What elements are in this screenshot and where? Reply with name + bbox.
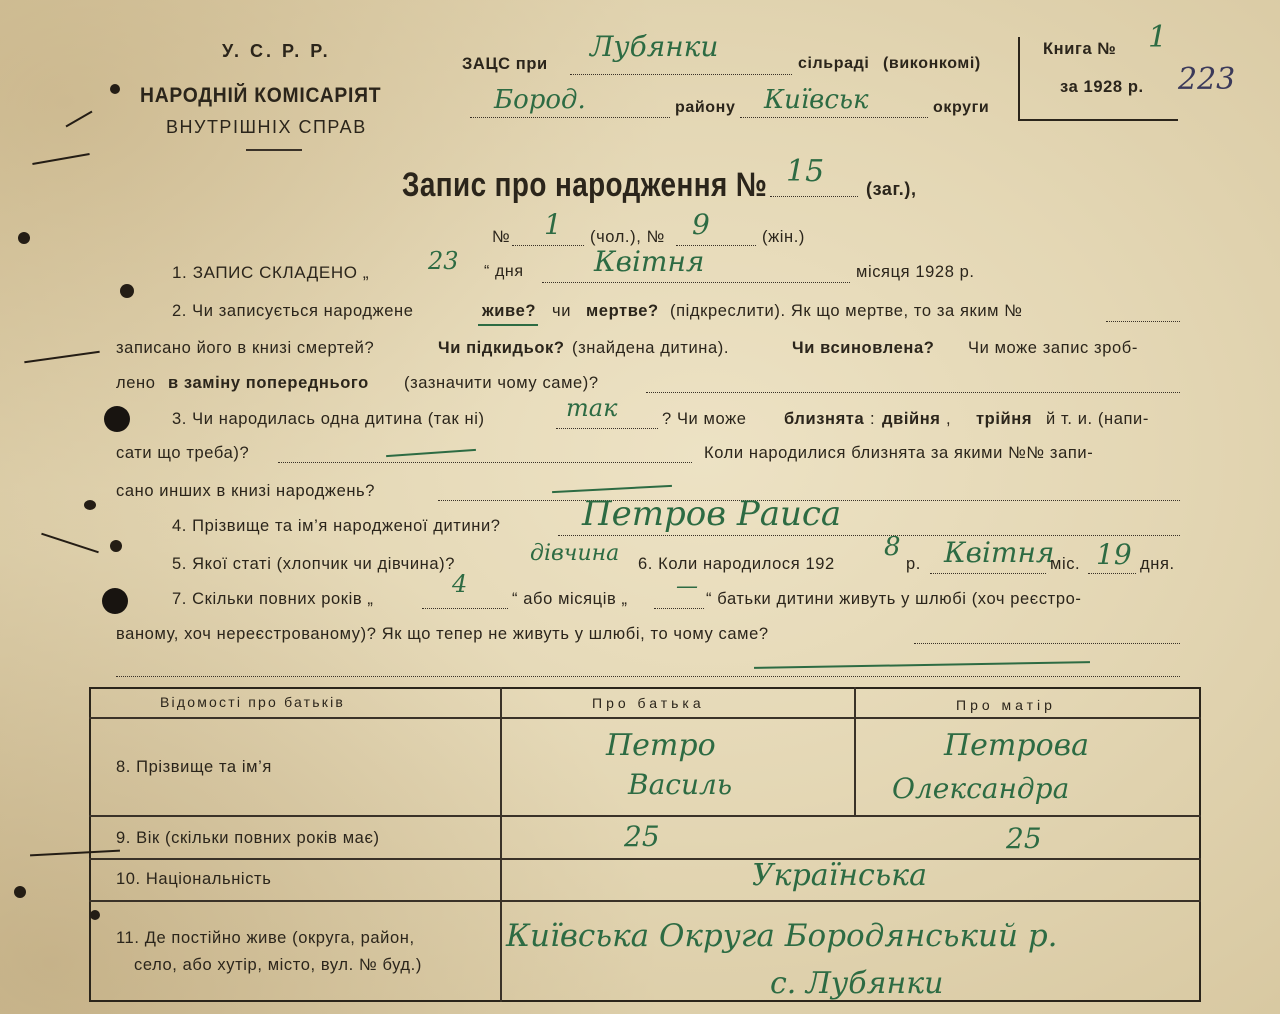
item2-line3-a: лено: [116, 374, 156, 392]
margin-scratch: [32, 153, 89, 165]
item3-line3: сано инших в книзі народжень?: [116, 482, 376, 500]
item2-line3-b: (зазначити чому саме)?: [404, 374, 599, 392]
republic-label: У. С. Р. Р.: [222, 41, 331, 61]
residence-handwritten: Київська Округа Бородянський р.: [506, 918, 1058, 954]
item4-line: [558, 535, 1180, 536]
zags-village-handwritten: Лубянки: [590, 30, 719, 63]
item7-years-line: [422, 608, 508, 609]
item6-day-handwritten: 19: [1096, 538, 1132, 571]
father-patronym-handwritten: Василь: [628, 768, 733, 801]
item3-double: двійня: [882, 410, 941, 428]
father-first-name-handwritten: Петро: [606, 728, 716, 763]
residence-village-handwritten: с. Лубянки: [770, 966, 944, 1001]
commissariat-label: НАРОДНІЙ КОМІСАРІЯТ: [140, 84, 382, 107]
item3-dash-handwritten: [386, 449, 476, 457]
item3-value-line: [556, 428, 658, 429]
row-age-label: 9. Вік (скільки повних років має): [116, 829, 380, 847]
item6-text-a: 6. Коли народилося 192: [638, 555, 835, 573]
item4-text: 4. Прізвище та ім’я народженої дитини?: [172, 517, 501, 535]
item3-value-handwritten: так: [566, 394, 618, 422]
table-header-border: [89, 717, 1201, 719]
item6-month-line: [930, 573, 1046, 574]
item2-foundling: Чи підкидьок?: [438, 339, 565, 357]
row-name-label: 8. Прізвище та ім’я: [116, 758, 272, 776]
item7-months-handwritten: —: [676, 574, 698, 599]
table-col-mother: Про матір: [956, 697, 1056, 713]
record-suffix: (заг.),: [866, 179, 917, 199]
item2-line2-c: Чи може запис зроб-: [968, 339, 1138, 357]
punch-hole: [120, 284, 134, 298]
item3-comma: ,: [946, 410, 952, 428]
item3-twins-line: [278, 462, 692, 463]
item2-replace: в заміну попереднього: [168, 374, 369, 392]
nationality-handwritten: Українська: [752, 858, 927, 893]
punch-hole: [84, 500, 96, 510]
zags-village-line: [570, 74, 792, 75]
ministry-label: ВНУТРІШНІХ СПРАВ: [166, 117, 367, 137]
book-year-label: за 1928 р.: [1060, 78, 1144, 96]
margin-scratch: [66, 111, 93, 128]
item2-alive-underline: [478, 324, 538, 326]
item6-year-handwritten: 8: [884, 532, 901, 562]
item7-extra-line: [116, 676, 1180, 677]
punch-hole: [104, 406, 130, 432]
table-row-border-2: [89, 858, 1201, 860]
item6-text-b: р.: [906, 555, 921, 573]
item3-triple: трійня: [976, 410, 1033, 428]
male-number-handwritten: 1: [544, 208, 562, 241]
village-council-label: сільраді: [798, 55, 870, 72]
item2-text-b: чи: [552, 302, 572, 320]
table-col-border-1: [500, 687, 502, 1002]
item2-adopted: Чи всиновлена?: [792, 339, 935, 357]
item2-line2-a: записано його в книзі смертей?: [116, 339, 375, 357]
male-number-suffix: (чол.), №: [590, 228, 665, 246]
punch-hole: [18, 232, 30, 244]
male-number-line: [512, 245, 584, 246]
item3-text-c: й т. и. (напи-: [1046, 410, 1149, 428]
book-page-handwritten: 223: [1178, 62, 1236, 97]
item6-month-handwritten: Квітня: [944, 536, 1055, 569]
item6-text-d: дня.: [1140, 555, 1175, 573]
item2-line2-b: (знайдена дитина).: [572, 339, 730, 357]
district-label: району: [675, 99, 736, 116]
table-col-father: Про батька: [592, 695, 705, 711]
item1-month-handwritten: Квітня: [594, 245, 705, 278]
table-col-info: Відомості про батьків: [160, 694, 346, 710]
female-number-handwritten: 9: [692, 208, 710, 241]
okrug-line: [740, 117, 928, 118]
punch-hole: [90, 910, 100, 920]
book-number-handwritten: 1: [1148, 20, 1168, 55]
item1-text-a: 1. ЗАПИС СКЛАДЕНО „: [172, 263, 370, 282]
item5-text: 5. Якої статі (хлопчик чи дівчина)?: [172, 555, 456, 573]
punch-hole: [14, 886, 26, 898]
item2-number-line: [1106, 321, 1180, 322]
item6-text-c: міс.: [1050, 555, 1081, 573]
item3-line2-a: сати що треба)?: [116, 444, 250, 462]
item1-day-handwritten: 23: [428, 247, 459, 275]
punch-hole: [102, 588, 128, 614]
item1-text-c: місяця 1928 р.: [856, 263, 975, 281]
mother-surname-handwritten: Петрова: [944, 728, 1089, 763]
item3-numbers-dash: [552, 485, 672, 493]
row-residence-label-1: 11. Де постійно живе (округа, район,: [116, 929, 415, 947]
margin-scratch: [41, 533, 99, 553]
punch-hole: [110, 540, 122, 552]
item2-reason-line: [646, 392, 1180, 393]
district-handwritten: Бород.: [494, 85, 586, 115]
item7-reason-line: [914, 643, 1180, 644]
row-nationality-label: 10. Національність: [116, 870, 272, 888]
item2-dead: мертве?: [586, 302, 659, 320]
mother-first-name-handwritten: Олександра: [892, 772, 1070, 805]
record-number-handwritten: 15: [786, 154, 825, 189]
margin-scratch: [24, 351, 100, 364]
item7-text-a: 7. Скільки повних років „: [172, 590, 374, 608]
female-number-suffix: (жін.): [762, 228, 805, 246]
item7-text-b: “ або місяців „: [512, 590, 628, 608]
punch-hole: [110, 84, 120, 94]
okrug-handwritten: Київськ: [764, 85, 869, 115]
item3-text-a: 3. Чи народилась одна дитина (так ні): [172, 410, 485, 428]
exec-committee-label: (виконкомі): [883, 55, 981, 72]
mother-age-handwritten: 25: [1006, 822, 1042, 855]
zags-prefix: ЗАЦС при: [462, 55, 548, 73]
okrug-label: округи: [933, 99, 990, 116]
item1-text-b: “ дня: [484, 263, 524, 280]
table-col-border-2: [854, 687, 856, 817]
item7-text-c: “ батьки дитини живуть у шлюбі (хоч реєстро-: [706, 590, 1082, 608]
record-number-line: [770, 196, 858, 197]
table-row-border-3: [89, 900, 1201, 902]
header-divider: [246, 149, 302, 151]
table-row-border-1: [89, 815, 1201, 817]
item3-colon: :: [870, 410, 876, 428]
book-label: Книга №: [1043, 40, 1117, 58]
item7-line2: ваному, хоч нереєстрованому)? Як що тепер не живуть у шлюбі, то чому саме?: [116, 625, 769, 643]
item3-line2-b: Коли народилися близнята за якими №№ запи-: [704, 444, 1094, 462]
male-number-label: №: [492, 228, 511, 246]
item7-months-line: [654, 608, 704, 609]
item2-text-c: (підкреслити). Як що мертве, то за яким №: [670, 302, 1023, 320]
item3-text-b: ? Чи може: [662, 410, 747, 428]
item2-text-a: 2. Чи записується народжене: [172, 302, 414, 320]
record-title: Запис про народження №: [402, 166, 768, 204]
item7-years-handwritten: 4: [452, 570, 468, 598]
item7-dash-handwritten: [754, 661, 1090, 668]
row-residence-label-2: село, або хутір, місто, вул. № буд.): [134, 956, 422, 974]
item5-sex-handwritten: дівчина: [530, 541, 620, 566]
district-line: [470, 117, 670, 118]
item6-day-line: [1088, 573, 1136, 574]
item3-twins: близнята: [784, 410, 865, 428]
father-age-handwritten: 25: [624, 820, 660, 853]
item4-child-name-handwritten: Петров Раиса: [582, 494, 842, 534]
item1-month-line: [542, 282, 850, 283]
item2-alive: живе?: [482, 302, 537, 320]
